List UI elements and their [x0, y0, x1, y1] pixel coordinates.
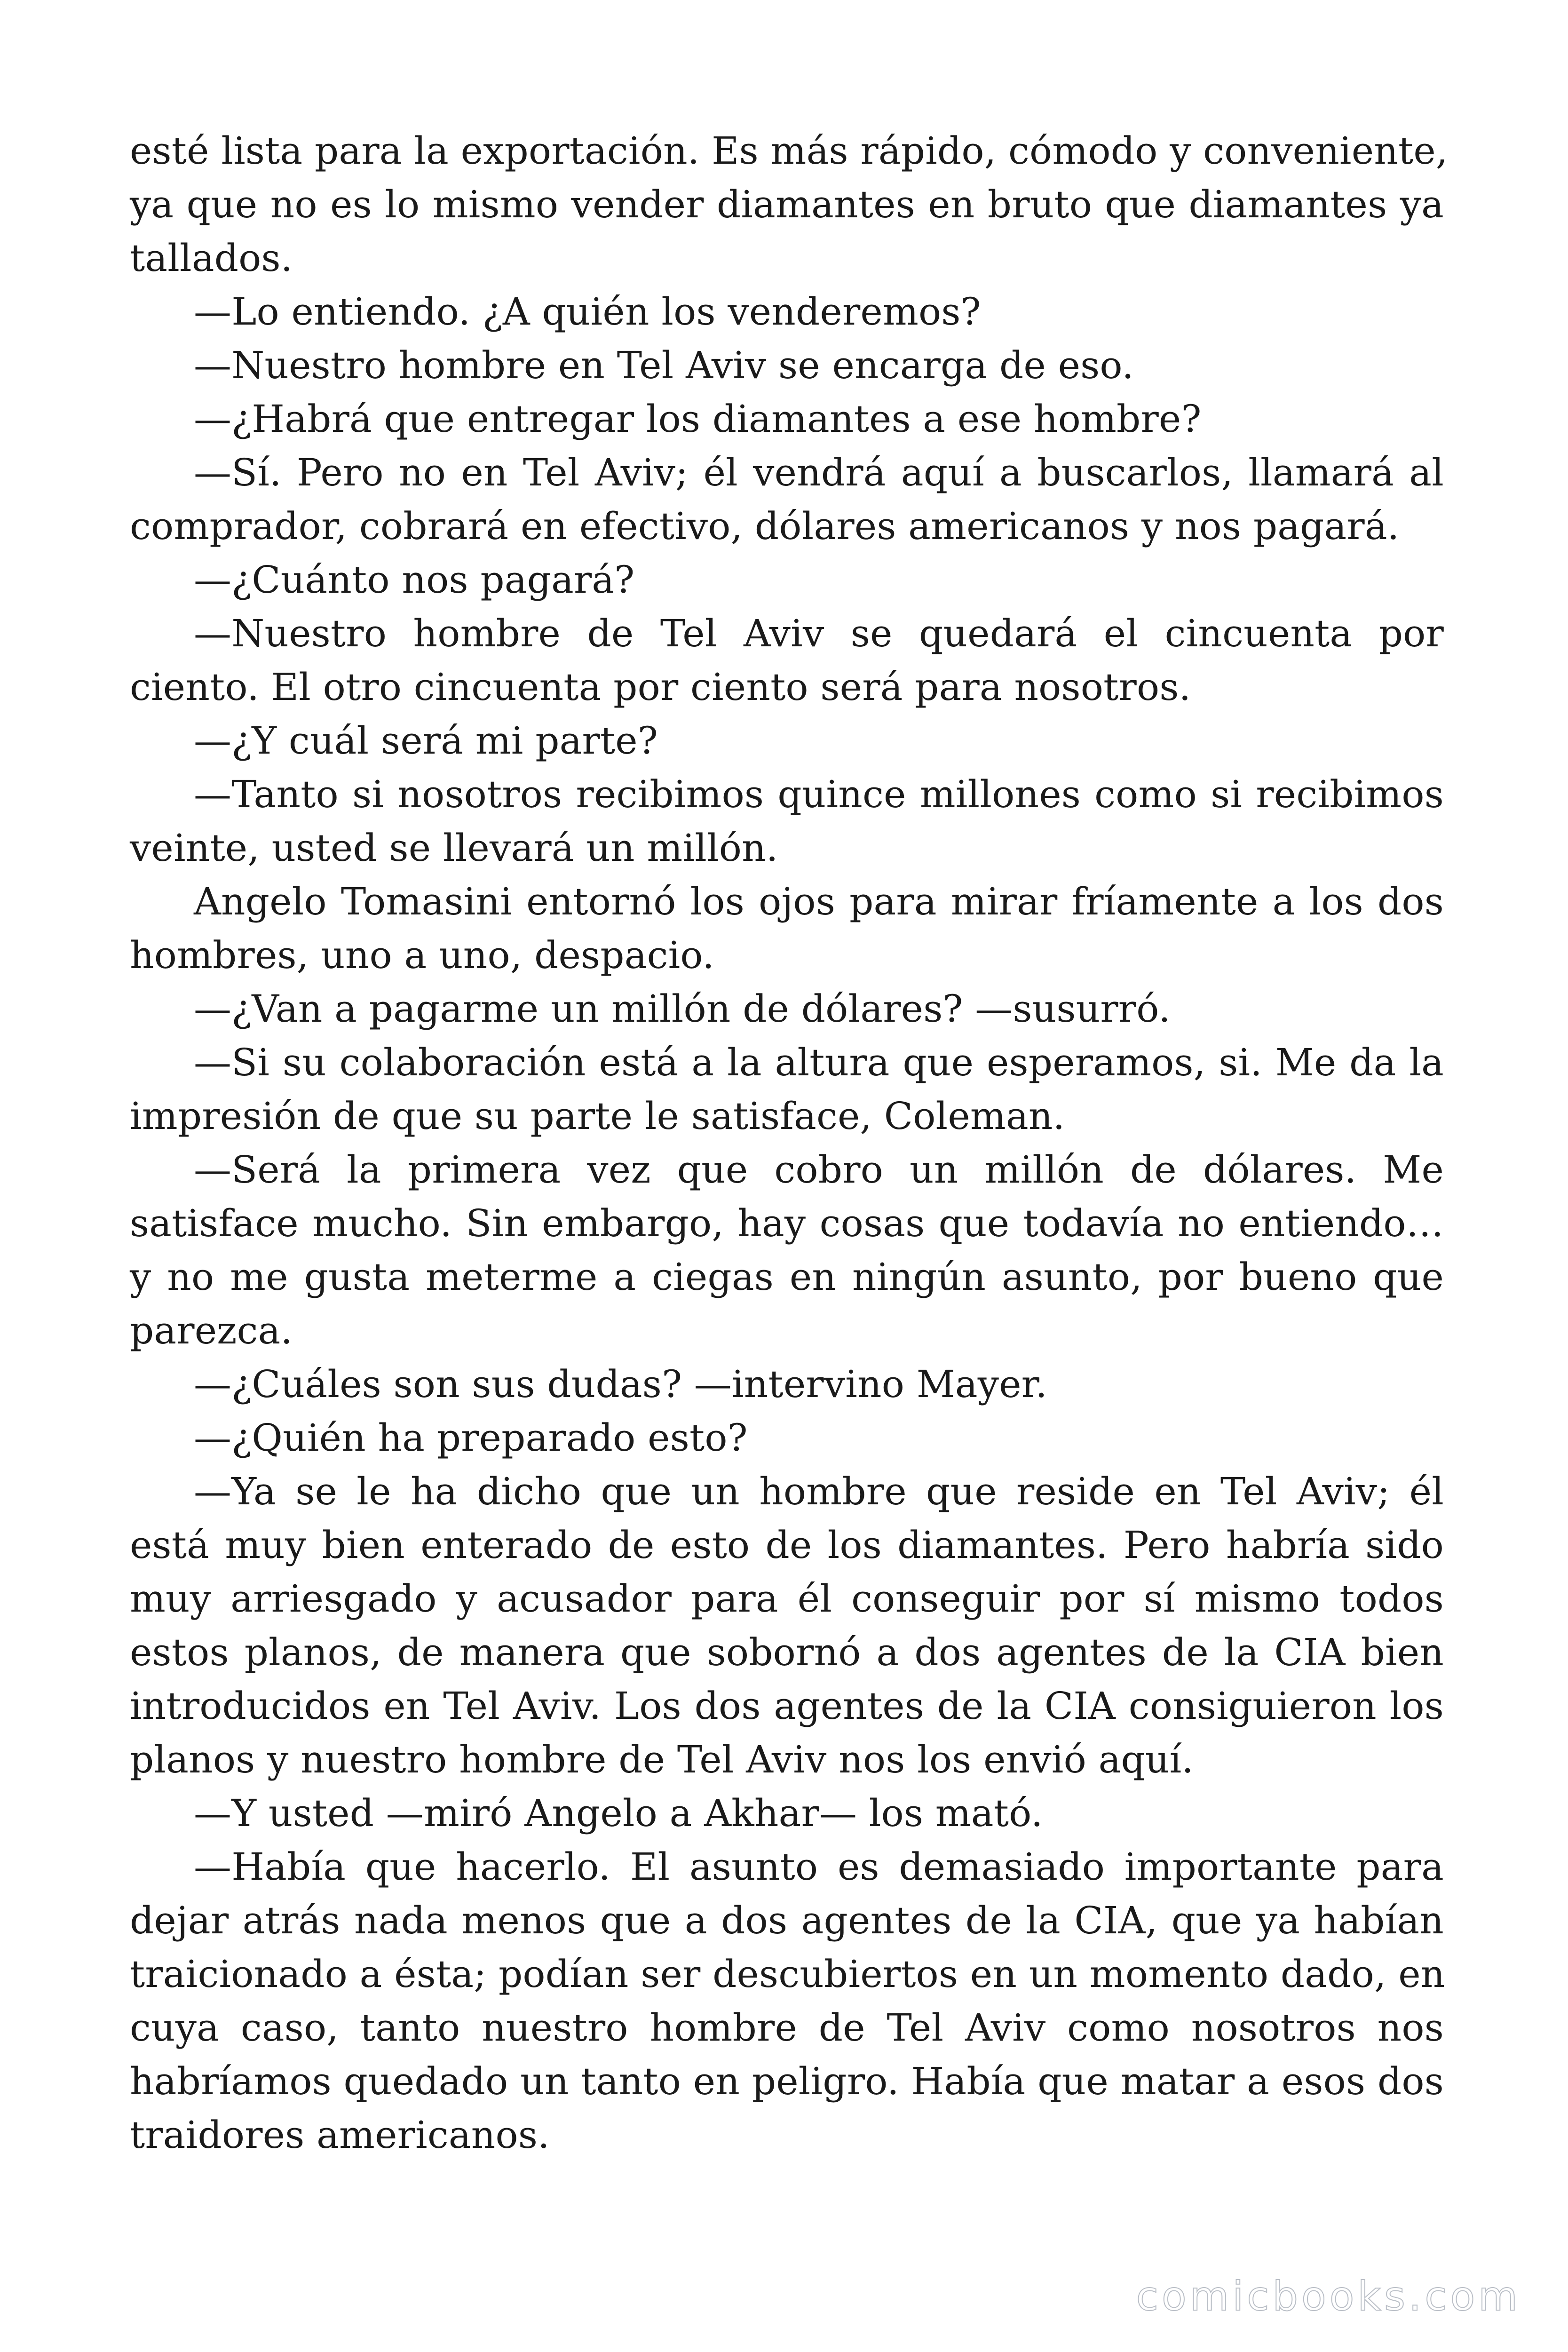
text-line: —Lo entiendo. ¿A quién los venderemos?	[194, 290, 981, 334]
text-line: parezca.	[130, 1309, 293, 1352]
text-line: cuya caso, tanto nuestro hombre de Tel Aviv como nosotros nos	[130, 2006, 1444, 2050]
text-line: —Sí. Pero no en Tel Aviv; él vendrá aquí a buscarlos, llamará al	[194, 451, 1444, 494]
text-line: —¿Y cuál será mi parte?	[194, 719, 658, 763]
text-line: hombres, uno a uno, despacio.	[130, 933, 714, 977]
text-line: —Nuestro hombre en Tel Aviv se encarga de eso.	[194, 343, 1134, 387]
text-line: —Nuestro hombre de Tel Aviv se quedará el cincuenta por	[194, 612, 1444, 655]
text-line: —Y usted —miró Angelo a Akhar— los mató.	[194, 1791, 1043, 1835]
text-line: impresión de que su parte le satisface, Coleman.	[130, 1094, 1065, 1138]
text-line: y no me gusta meterme a ciegas en ningún asunto, por bueno que	[130, 1255, 1444, 1299]
text-line: dejar atrás nada menos que a dos agentes de la CIA, que ya habían	[130, 1899, 1444, 1942]
text-line: —Será la primera vez que cobro un millón de dólares. Me	[194, 1148, 1444, 1192]
text-line: satisface mucho. Sin embargo, hay cosas que todavía no entiendo…	[130, 1201, 1444, 1245]
watermark: comicbooks.com	[1136, 2273, 1521, 2320]
text-line: —¿Quién ha preparado esto?	[194, 1416, 748, 1460]
text-line: —¿Van a pagarme un millón de dólares? —susurró.	[194, 987, 1171, 1031]
text-line: —¿Cuáles son sus dudas? —intervino Mayer.	[194, 1362, 1047, 1406]
text-line: —Ya se le ha dicho que un hombre que reside en Tel Aviv; él	[194, 1470, 1444, 1513]
text-line: introducidos en Tel Aviv. Los dos agentes de la CIA consiguieron los	[130, 1684, 1444, 1728]
text-line: —Tanto si nosotros recibimos quince millones como si recibimos	[194, 772, 1444, 816]
text-line: ya que no es lo mismo vender diamantes en bruto que diamantes ya	[130, 183, 1444, 226]
text-line: —¿Habrá que entregar los diamantes a ese hombre?	[194, 397, 1202, 441]
text-line: está muy bien enterado de esto de los diamantes. Pero habría sido	[130, 1523, 1444, 1567]
text-line: —¿Cuánto nos pagará?	[194, 558, 635, 602]
text-line: veinte, usted se llevará un millón.	[130, 826, 778, 870]
text-line: tallados.	[130, 236, 293, 280]
text-line: muy arriesgado y acusador para él conseguir por sí mismo todos	[130, 1577, 1444, 1621]
text-line: estos planos, de manera que sobornó a dos agentes de la CIA bien	[130, 1630, 1444, 1674]
text-line: habríamos quedado un tanto en peligro. Había que matar a esos dos	[130, 2059, 1444, 2103]
text-line: —Había que hacerlo. El asunto es demasiado importante para	[194, 1845, 1444, 1889]
text-line: esté lista para la exportación. Es más rápido, cómodo y conveniente,	[130, 129, 1448, 173]
text-line: —Si su colaboración está a la altura que esperamos, si. Me da la	[194, 1041, 1444, 1084]
text-line: planos y nuestro hombre de Tel Aviv nos los envió aquí.	[130, 1738, 1194, 1781]
text-line: Angelo Tomasini entornó los ojos para mirar fríamente a los dos	[194, 880, 1444, 923]
text-line: comprador, cobrará en efectivo, dólares americanos y nos pagará.	[130, 504, 1400, 548]
text-line: traidores americanos.	[130, 2113, 550, 2157]
text-line: ciento. El otro cincuenta por ciento será para nosotros.	[130, 665, 1191, 709]
text-line: traicionado a ésta; podían ser descubiertos en un momento dado, en	[130, 1952, 1445, 1996]
